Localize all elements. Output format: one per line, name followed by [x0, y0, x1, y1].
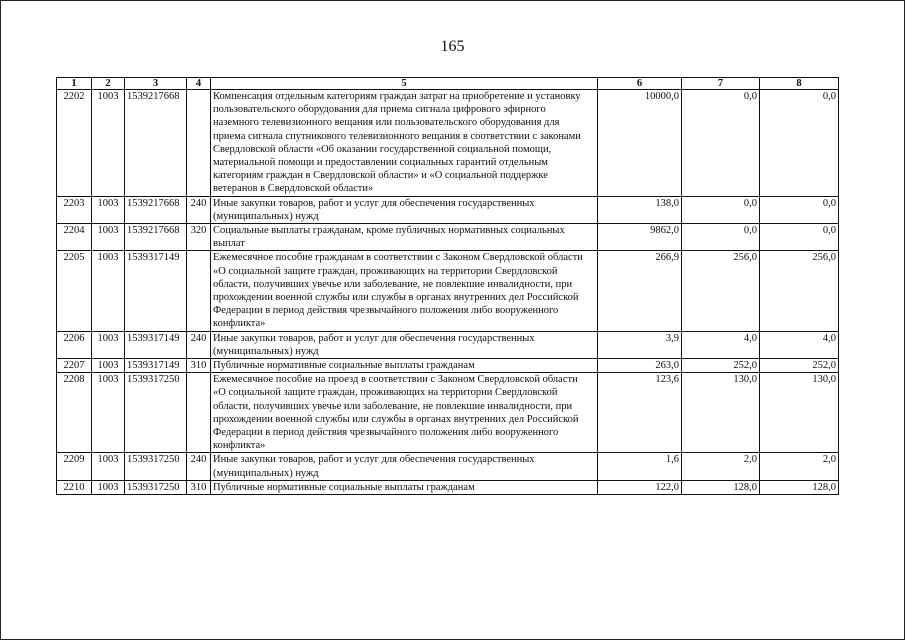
table-row [57, 453, 839, 480]
section-code-cell: 1003 [92, 331, 125, 358]
description-line: (муниципальных) нужд [213, 345, 319, 357]
table-row [57, 251, 839, 331]
table-row [57, 373, 839, 453]
amount-2-cell: 0,0 [682, 90, 760, 197]
row-number-cell: 2207 [57, 359, 92, 373]
column-header-5: 5 [211, 78, 598, 90]
description-line: категориям граждан в Свердловской области» и «О социальной поддержке [213, 170, 548, 182]
amount-3-cell: 2,0 [760, 453, 839, 480]
column-header-1: 1 [57, 78, 92, 90]
column-header-6: 6 [598, 78, 682, 90]
expense-type-cell [187, 251, 211, 331]
target-code-cell: 1539317149 [125, 331, 187, 358]
description-line: конфликта» [213, 440, 266, 452]
amount-2-cell: 130,0 [682, 373, 760, 453]
description-cell [211, 480, 598, 494]
description-cell [211, 453, 598, 480]
amount-2-cell: 256,0 [682, 251, 760, 331]
table-row [57, 224, 839, 251]
description-cell [211, 359, 598, 373]
description-line: Федерации в период действия чрезвычайного положения либо вооруженного [213, 305, 559, 317]
description-line: области, получивших увечье или заболевание, не повлекшие инвалидности, при [213, 400, 573, 412]
amount-3-cell: 0,0 [760, 224, 839, 251]
expense-type-cell: 320 [187, 224, 211, 251]
section-code-cell: 1003 [92, 480, 125, 494]
column-header-2: 2 [92, 78, 125, 90]
amount-1-cell: 122,0 [598, 480, 682, 494]
description-line: Компенсация отдельным категориям граждан затрат на приобретение и установку [213, 91, 581, 102]
amount-1-cell: 9862,0 [598, 224, 682, 251]
section-code-cell: 1003 [92, 90, 125, 197]
section-code-cell: 1003 [92, 224, 125, 251]
description-line: Публичные нормативные социальные выплаты гражданам [213, 360, 475, 372]
target-code-cell: 1539317250 [125, 373, 187, 453]
description-line: Социальные выплаты гражданам, кроме публичных нормативных социальных [213, 225, 565, 237]
row-number-cell: 2206 [57, 331, 92, 358]
description-line: Иные закупки товаров, работ и услуг для обеспечения государственных [213, 332, 535, 344]
description-line: материальной помощи и предоставлении социальных гарантий отдельным [213, 157, 548, 169]
section-code-cell: 1003 [92, 373, 125, 453]
amount-1-cell: 266,9 [598, 251, 682, 331]
amount-1-cell: 138,0 [598, 196, 682, 223]
amount-2-cell: 4,0 [682, 331, 760, 358]
table-row [57, 196, 839, 223]
description-line: прохождении военной службы или службы в органах внутренних дел Российской [213, 292, 579, 304]
description-line: «О социальной защите граждан, проживающих на территории Свердловской [213, 265, 558, 277]
amount-1-cell: 10000,0 [598, 90, 682, 197]
description-cell [211, 196, 598, 223]
description-line: прохождении военной службы или службы в органах внутренних дел Российской [213, 413, 579, 425]
target-code-cell: 1539317250 [125, 453, 187, 480]
amount-1-cell: 123,6 [598, 373, 682, 453]
description-line: (муниципальных) нужд [213, 467, 319, 479]
description-line: области, получивших увечье или заболевание, не повлекшие инвалидности, при [213, 278, 573, 290]
target-code-cell: 1539217668 [125, 196, 187, 223]
section-code-cell: 1003 [92, 453, 125, 480]
table-row [57, 359, 839, 373]
row-number-cell: 2209 [57, 453, 92, 480]
description-line: конфликта» [213, 318, 266, 330]
expense-type-cell: 240 [187, 331, 211, 358]
expense-type-cell: 240 [187, 196, 211, 223]
page-number: 165 [440, 38, 465, 55]
description-line: Иные закупки товаров, работ и услуг для обеспечения государственных [213, 454, 535, 466]
description-cell [211, 224, 598, 251]
expense-type-cell: 240 [187, 453, 211, 480]
section-code-cell: 1003 [92, 196, 125, 223]
description-line: Свердловской области «Об оказании государственной социальной помощи, [213, 143, 552, 155]
row-number-cell: 2205 [57, 251, 92, 331]
description-line: Ежемесячное пособие гражданам в соответствии с Законом Свердловской области [213, 252, 583, 264]
table-body [57, 90, 839, 495]
description-line: приема сигнала спутникового телевизионного вещания в соответствии с законами [213, 130, 581, 142]
amount-3-cell: 256,0 [760, 251, 839, 331]
row-number-cell: 2208 [57, 373, 92, 453]
column-header-7: 7 [682, 78, 760, 90]
target-code-cell: 1539317149 [125, 251, 187, 331]
description-cell [211, 251, 598, 331]
amount-2-cell: 252,0 [682, 359, 760, 373]
amount-3-cell: 252,0 [760, 359, 839, 373]
budget-table [56, 77, 839, 495]
row-number-cell: 2203 [57, 196, 92, 223]
target-code-cell: 1539317149 [125, 359, 187, 373]
column-header-4: 4 [187, 78, 211, 90]
description-cell [211, 331, 598, 358]
description-line: Иные закупки товаров, работ и услуг для обеспечения государственных [213, 197, 535, 209]
expense-type-cell: 310 [187, 359, 211, 373]
row-number-cell: 2204 [57, 224, 92, 251]
amount-2-cell: 0,0 [682, 196, 760, 223]
table-row [57, 480, 839, 494]
amount-2-cell: 128,0 [682, 480, 760, 494]
expense-type-cell: 310 [187, 480, 211, 494]
amount-1-cell: 3,9 [598, 331, 682, 358]
description-cell [211, 90, 598, 197]
table-row [57, 90, 839, 197]
amount-3-cell: 4,0 [760, 331, 839, 358]
target-code-cell: 1539317250 [125, 480, 187, 494]
description-line: пользовательского оборудования для приема сигнала цифрового эфирного [213, 104, 546, 116]
target-code-cell: 1539217668 [125, 224, 187, 251]
description-line: «О социальной защите граждан, проживающих на территории Свердловской [213, 387, 558, 399]
expense-type-cell [187, 90, 211, 197]
amount-3-cell: 128,0 [760, 480, 839, 494]
description-line: выплат [213, 238, 245, 250]
header-row [57, 78, 839, 90]
description-line: Ежемесячное пособие на проезд в соответствии с Законом Свердловской области [213, 374, 578, 386]
description-line: ветеранов в Свердловской области» [213, 183, 374, 195]
amount-1-cell: 263,0 [598, 359, 682, 373]
amount-3-cell: 130,0 [760, 373, 839, 453]
row-number-cell: 2210 [57, 480, 92, 494]
description-cell [211, 373, 598, 453]
target-code-cell: 1539217668 [125, 90, 187, 197]
column-header-3: 3 [125, 78, 187, 90]
amount-2-cell: 0,0 [682, 224, 760, 251]
expense-type-cell [187, 373, 211, 453]
amount-3-cell: 0,0 [760, 196, 839, 223]
description-line: (муниципальных) нужд [213, 210, 319, 222]
column-header-8: 8 [760, 78, 839, 90]
description-line: Федерации в период действия чрезвычайного положения либо вооруженного [213, 427, 559, 439]
section-code-cell: 1003 [92, 359, 125, 373]
amount-2-cell: 2,0 [682, 453, 760, 480]
row-number-cell: 2202 [57, 90, 92, 197]
section-code-cell: 1003 [92, 251, 125, 331]
description-line: наземного телевизионного вещания или пользовательского оборудования для [213, 117, 560, 129]
table-row [57, 331, 839, 358]
amount-1-cell: 1,6 [598, 453, 682, 480]
description-line: Публичные нормативные социальные выплаты гражданам [213, 481, 475, 493]
amount-3-cell: 0,0 [760, 90, 839, 197]
